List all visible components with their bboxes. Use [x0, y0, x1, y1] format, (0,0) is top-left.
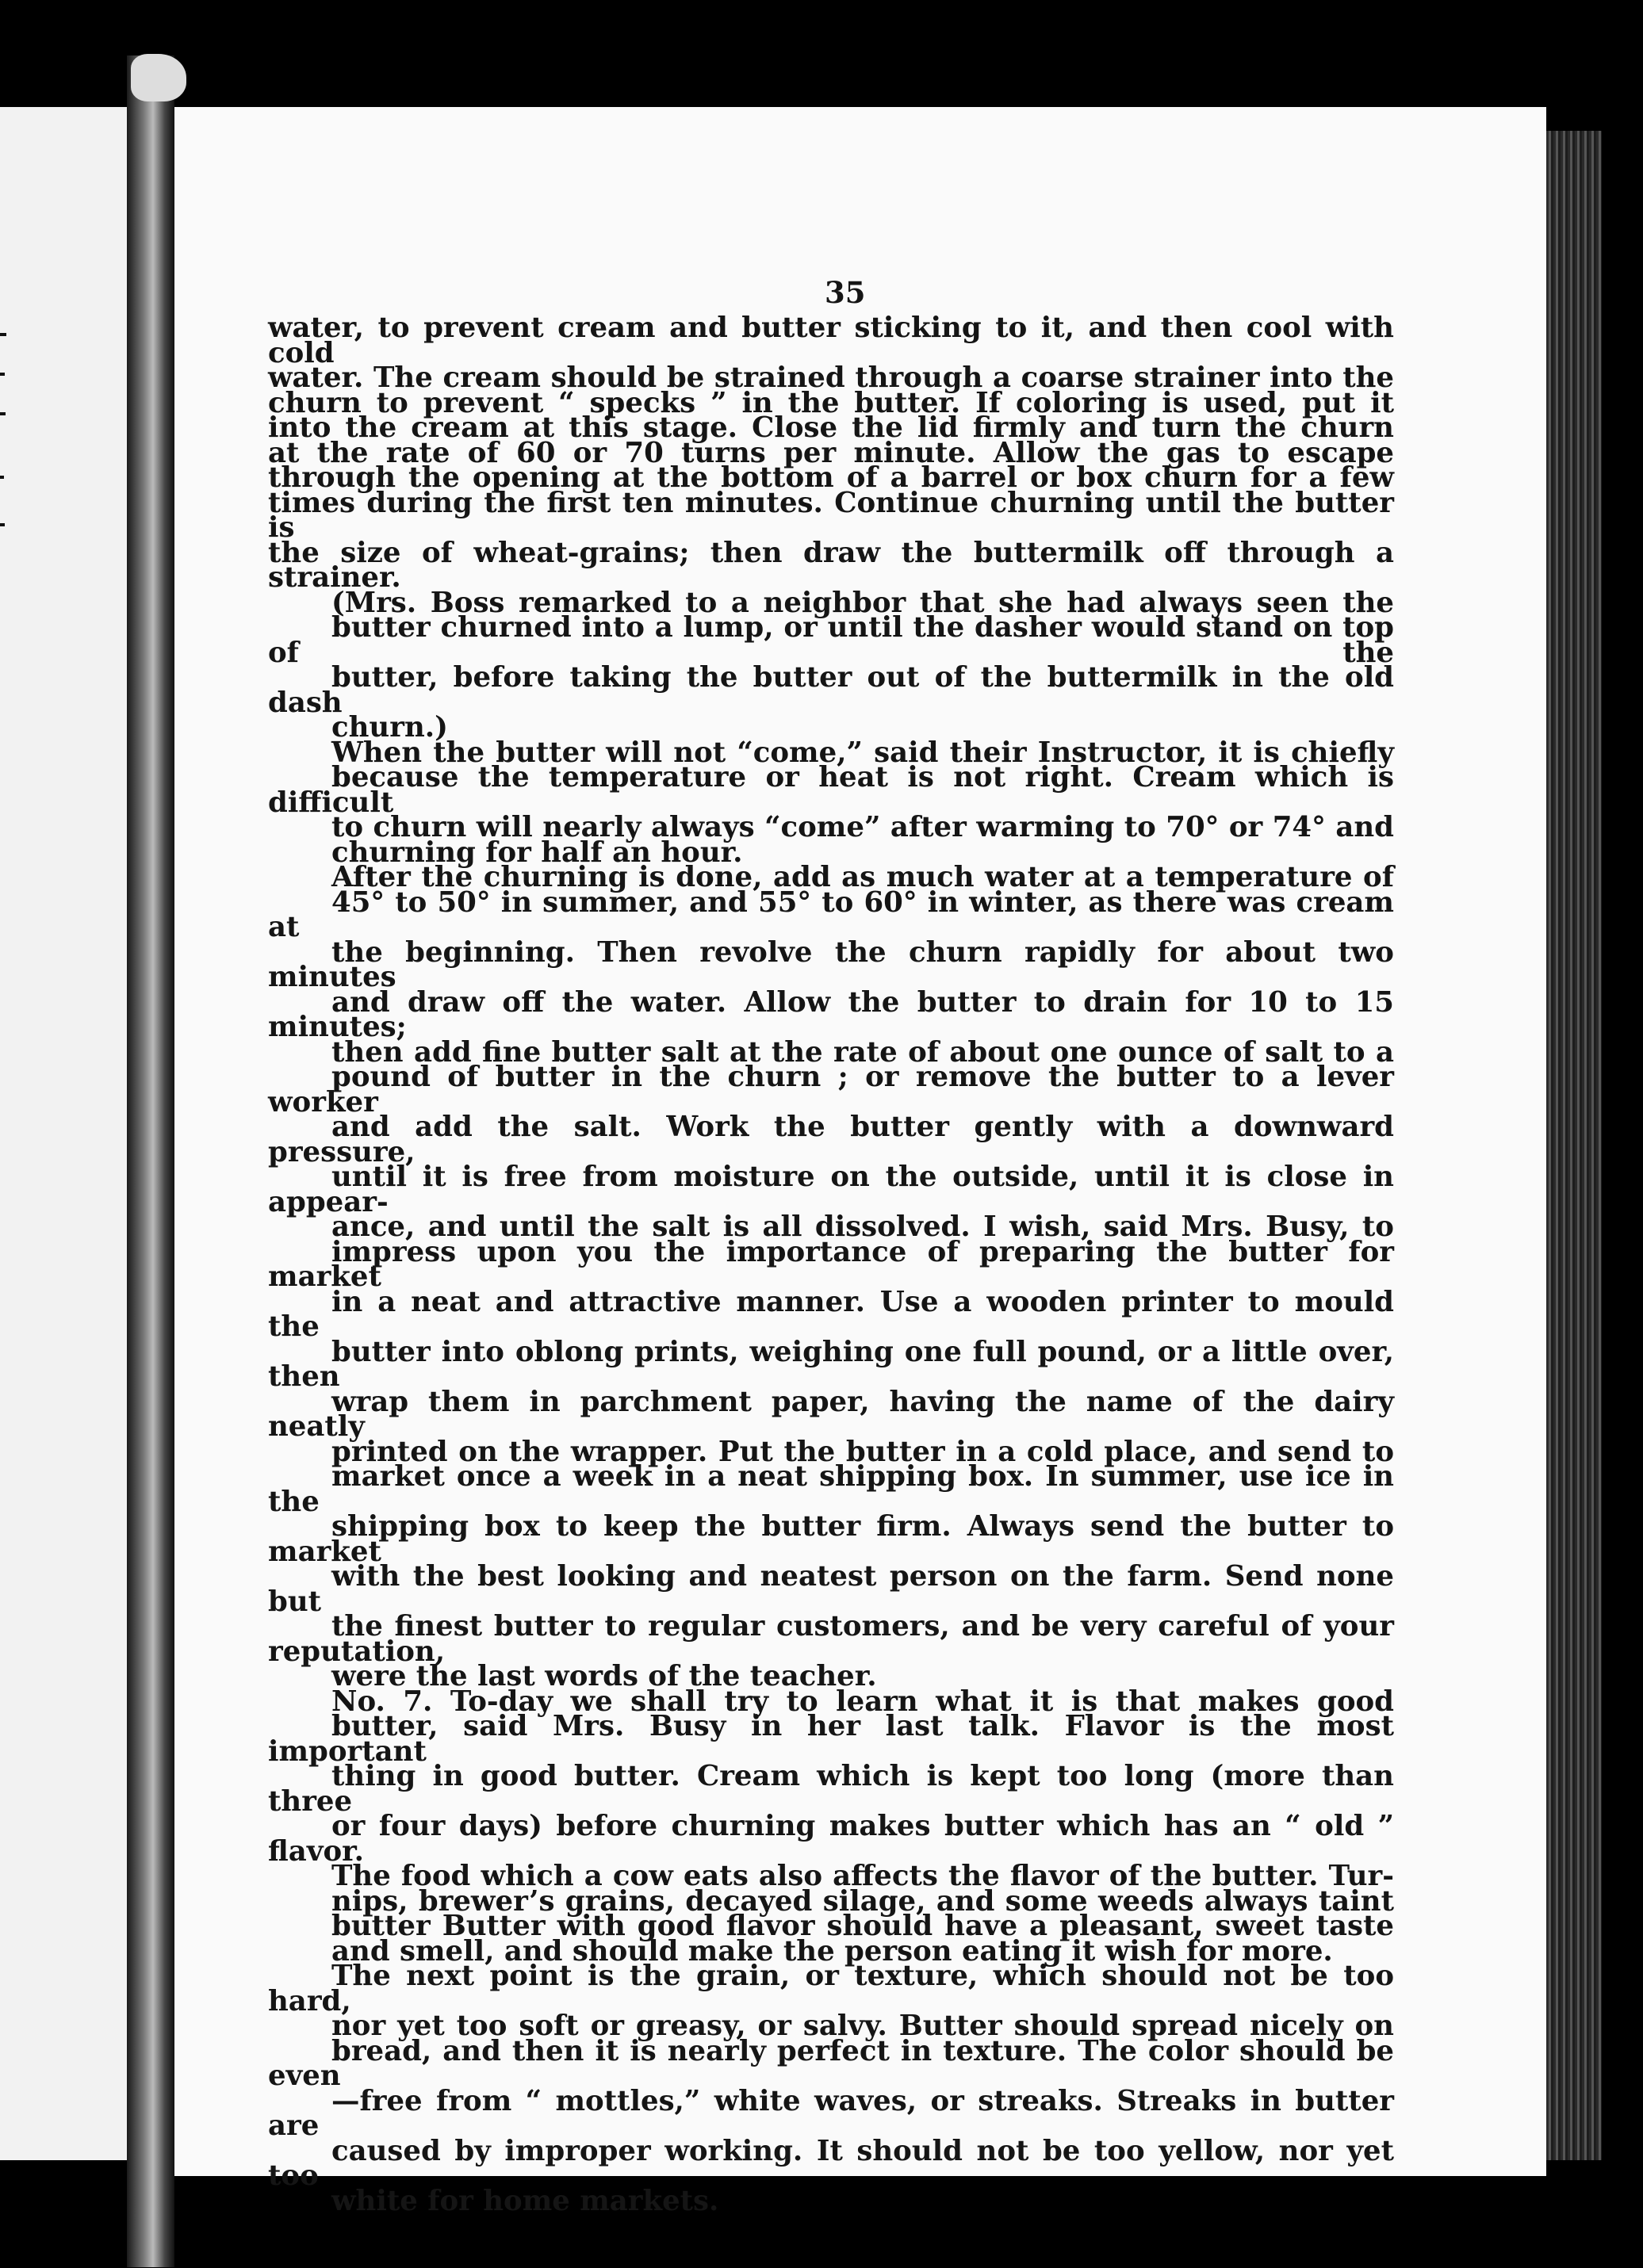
- paragraph: [268, 312, 1394, 594]
- text-line: the finest butter to regular customers, and be very careful of your reputation,: [268, 1610, 1394, 1668]
- text-line: were the last words of the teacher.: [331, 1660, 877, 1692]
- text-line: After the churning is done, add as much water at a temperature of: [331, 861, 1394, 893]
- text-line: The food which a cow eats also affects the flavor of the butter. Tur-: [331, 1860, 1394, 1892]
- text-line: or four days) before churning makes butter which has an “ old ” flavor.: [268, 1810, 1394, 1868]
- text-line: then add fine butter salt at the rate of about one ounce of salt to a: [331, 1035, 1394, 1069]
- text-line: nips, brewer’s grains, decayed silage, and some weeds always taint: [331, 1884, 1394, 1918]
- text-line: churning for half an hour.: [331, 836, 743, 869]
- text-line: impress upon you the importance of preparing the butter for market: [268, 1235, 1394, 1293]
- text-line: because the temperature or heat is not right. Cream which is difficult: [268, 761, 1394, 819]
- text-line: butter churned into a lump, or until the dasher would stand on top of the: [268, 611, 1394, 669]
- text-line: pound of butter in the churn ; or remove the butter to a lever worker: [268, 1061, 1394, 1119]
- text-line: times during the first ten minutes. Continue churning until the butter is: [268, 486, 1394, 544]
- paragraph: [268, 586, 1394, 744]
- text-line: into the cream at this stage. Close the lid firmly and turn the churn: [268, 411, 1394, 444]
- text-line: and add the salt. Work the butter gently with a downward pressure,: [268, 1111, 1394, 1168]
- text-line: When the butter will not “come,” said their Instructor, it is chiefly: [331, 736, 1394, 769]
- text-line: (Mrs. Boss remarked to a neighbor that she had always seen the: [331, 586, 1394, 619]
- text-line: No. 7. To-day we shall try to learn what it is that makes good: [331, 1685, 1394, 1718]
- text-line: the size of wheat-grains; then draw the buttermilk off through a strainer.: [268, 536, 1394, 594]
- text-line: printed on the wrapper. Put the butter in a cold place, and send to: [331, 1435, 1394, 1468]
- text-line: nor yet too soft or greasy, or salvy. Butter should spread nicely on: [331, 2010, 1394, 2042]
- text-line: and draw off the water. Allow the butter to drain for 10 to 15 minutes;: [268, 985, 1394, 1043]
- text-line: and smell, and should make the person eating it wish for more.: [331, 1934, 1333, 1968]
- page-body-text: [268, 312, 1394, 2217]
- text-line: market once a week in a neat shipping box. In summer, use ice in the: [268, 1460, 1394, 1518]
- book-gutter: [127, 55, 174, 2267]
- text-line: to churn will nearly always “come” after warming to 70° or 74° and: [331, 811, 1394, 843]
- text-line: until it is free from moisture on the outside, until it is close in appear-: [268, 1161, 1394, 1218]
- text-line: churn.): [331, 711, 448, 744]
- text-line: bread, and then it is nearly perfect in texture. The color should be even: [268, 2034, 1394, 2092]
- text-line: wrap them in parchment paper, having the name of the dairy neatly: [268, 1385, 1394, 1443]
- text-line: The next point is the grain, or texture, which should not be too hard,: [268, 1960, 1394, 2017]
- text-line: —free from “ mottles,” white waves, or streaks. Streaks in butter are: [268, 2084, 1394, 2142]
- text-line: through the opening at the bottom of a barrel or box churn for a few: [268, 461, 1394, 494]
- text-line: the beginning. Then revolve the churn rapidly for about two minutes: [268, 935, 1394, 993]
- paragraph: [268, 1960, 1394, 2217]
- text-line: water. The cream should be strained through a coarse strainer into the: [268, 361, 1394, 394]
- text-line: butter Butter with good flavor should have a pleasant, sweet taste: [331, 1910, 1394, 1942]
- text-line: in a neat and attractive manner. Use a wooden printer to mould the: [268, 1285, 1394, 1343]
- text-line: butter, said Mrs. Busy in her last talk. Flavor is the most important: [268, 1710, 1394, 1768]
- paragraph: [268, 861, 1394, 1692]
- text-line: ance, and until the salt is all dissolved. I wish, said Mrs. Busy, to: [331, 1210, 1394, 1243]
- text-line: thing in good butter. Cream which is kept too long (more than three: [268, 1760, 1394, 1818]
- paragraph: [268, 736, 1394, 869]
- text-line: butter, before taking the butter out of the buttermilk in the old dash: [268, 661, 1394, 719]
- text-line: with the best looking and neatest person on the farm. Send none but: [268, 1560, 1394, 1618]
- page-clip: [131, 54, 186, 101]
- text-line: shipping box to keep the butter firm. Always send the butter to market: [268, 1510, 1394, 1568]
- left-page-margin: [0, 107, 147, 2160]
- text-line: at the rate of 60 or 70 turns per minute. Allow the gas to escape: [268, 436, 1394, 469]
- text-line: butter into oblong prints, weighing one full pound, or a little over, then: [268, 1335, 1394, 1393]
- text-line: churn to prevent “ specks ” in the butter. If coloring is used, put it: [268, 386, 1394, 419]
- text-line: caused by improper working. It should not be too yellow, nor yet too: [268, 2134, 1394, 2192]
- page-stack-edge: [1546, 131, 1602, 2160]
- text-line: 45° to 50° in summer, and 55° to 60° in winter, as there was cream at: [268, 885, 1394, 943]
- paragraph: [268, 1685, 1394, 1968]
- page-number: 35: [825, 275, 866, 310]
- text-line: white for home markets.: [331, 2184, 719, 2217]
- text-line: water, to prevent cream and butter sticking to it, and then cool with cold: [268, 312, 1394, 369]
